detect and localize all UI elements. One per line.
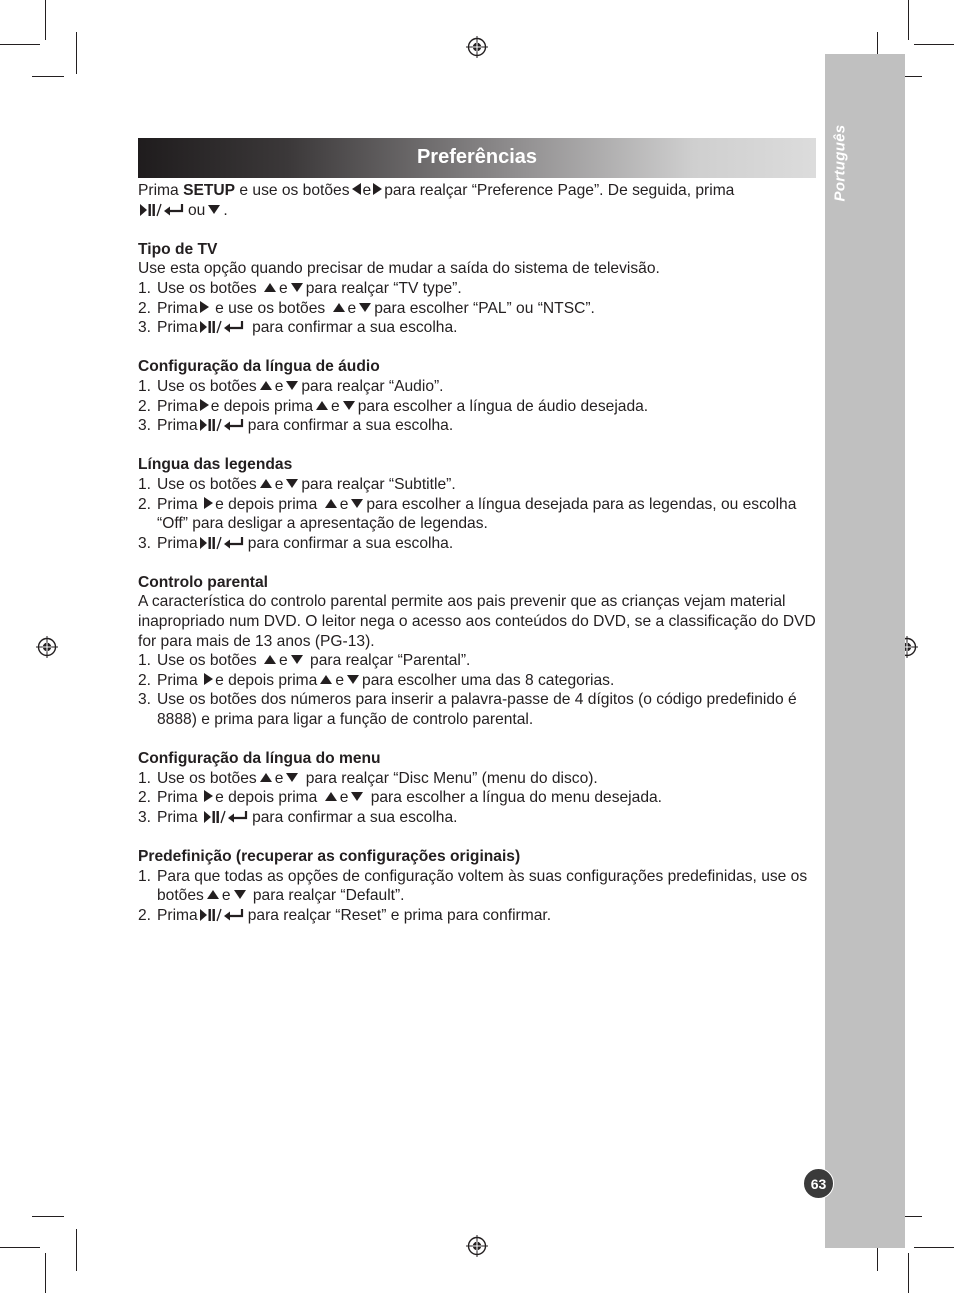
list-item: [138, 397, 820, 417]
down-arrow-icon: [347, 675, 359, 684]
up-arrow-icon: [264, 283, 276, 292]
list-item: [138, 906, 820, 926]
step-text: e: [274, 475, 284, 493]
down-arrow-icon: [351, 792, 363, 801]
step-text: para escolher a língua de áudio desejada.: [357, 397, 649, 415]
intro-text: e use os botões: [235, 182, 350, 199]
registration-mark-icon: [36, 636, 58, 658]
up-arrow-icon: [316, 401, 328, 410]
crop-mark: [914, 1247, 954, 1248]
down-arrow-icon: [286, 773, 298, 782]
step-text: Prima: [157, 671, 203, 689]
list-item: [138, 279, 820, 299]
step-number: 2.: [138, 671, 152, 689]
section-heading-reset-defaults: Predefinição (recuperar as configurações originais): [138, 848, 521, 866]
down-arrow-icon: [351, 499, 363, 508]
step-number: 3.: [138, 417, 152, 435]
manual-body: [138, 181, 820, 926]
language-label-text: Português: [831, 124, 849, 201]
step-text: e: [279, 279, 288, 297]
list-item: [138, 475, 820, 495]
intro-paragraph: [138, 181, 820, 220]
list-item: [138, 867, 820, 906]
play-pause-enter-icon: [200, 908, 246, 922]
step-text: para realçar “TV type”.: [305, 279, 462, 297]
step-text: e: [279, 652, 288, 670]
list-item: [138, 808, 820, 828]
step-text: e use os botões: [210, 299, 330, 317]
step-number: 1.: [138, 769, 152, 787]
crop-mark: [0, 44, 40, 45]
step-text: e: [347, 299, 357, 317]
intro-text: .: [223, 201, 228, 219]
play-pause-enter-icon: [200, 418, 246, 432]
step-text: e: [339, 789, 349, 807]
list-item: [138, 299, 820, 319]
step-text: Prima: [157, 906, 198, 924]
title-bar: [138, 138, 816, 178]
down-arrow-icon: [234, 890, 246, 899]
step-number: 1.: [138, 279, 152, 297]
list-item: [138, 534, 820, 554]
list-item: [138, 788, 820, 808]
step-number: 3.: [138, 691, 152, 709]
play-pause-enter-icon: [140, 203, 186, 217]
step-text: e: [274, 769, 284, 787]
step-text: para realçar “Disc Menu” (menu do disco).: [301, 769, 598, 787]
step-number: 2.: [138, 299, 152, 317]
down-arrow-icon: [291, 283, 303, 292]
step-number: 3.: [138, 319, 152, 337]
step-text: para escolher uma das 8 categorias.: [362, 671, 615, 689]
page-title: Preferências: [416, 146, 538, 168]
step-number: 1.: [138, 867, 152, 885]
step-text: e depois prima: [215, 495, 322, 513]
step-text: e depois prima: [210, 397, 314, 415]
right-arrow-icon: [200, 399, 209, 411]
setup-key: SETUP: [183, 182, 236, 199]
up-arrow-icon: [333, 303, 345, 312]
section-description: A característica do controlo parental permite aos pais prevenir que as crianças vejam material inapropriado num DVD. O leitor nega o acesso aos conteúdos do DVD, se a classificação do DVD for para mais de 13 anos (PG-13).: [138, 593, 816, 650]
up-arrow-icon: [207, 890, 219, 899]
step-text: Prima: [157, 417, 198, 435]
play-pause-enter-icon: [200, 320, 246, 334]
step-number: 2.: [138, 495, 152, 513]
step-text: e: [274, 377, 284, 395]
crop-mark: [0, 1247, 40, 1248]
step-text: Para que todas as opções de configuração voltem às suas configurações predefinidas, use os botões: [157, 867, 808, 905]
crop-mark: [32, 76, 64, 77]
up-arrow-icon: [260, 381, 272, 390]
up-arrow-icon: [260, 773, 272, 782]
step-text: e depois prima: [215, 671, 318, 689]
left-arrow-icon: [352, 183, 361, 195]
step-text: para escolher a língua desejada para as legendas, ou escolha “Off” para desligar a apresentação de legendas.: [157, 495, 797, 533]
step-number: 3.: [138, 534, 152, 552]
step-text: Use os botões: [157, 652, 262, 670]
step-number: 2.: [138, 397, 152, 415]
right-arrow-icon: [200, 301, 209, 313]
section-heading-subtitle-language: Língua das legendas: [138, 456, 293, 474]
crop-mark: [45, 1253, 46, 1293]
up-arrow-icon: [264, 655, 276, 664]
list-item: [138, 416, 820, 436]
section-heading-audio-language: Configuração da língua de áudio: [138, 358, 380, 376]
step-text: para confirmar a sua escolha.: [247, 417, 454, 435]
list-item: [138, 671, 820, 691]
step-text: Prima: [157, 809, 203, 826]
step-text: Prima: [157, 319, 198, 337]
step-text: e: [339, 495, 349, 513]
step-text: Prima: [157, 397, 198, 415]
right-arrow-icon: [373, 183, 382, 195]
crop-mark: [76, 1229, 77, 1271]
crop-mark: [914, 44, 954, 45]
list-item: [138, 769, 820, 789]
play-pause-enter-icon: [200, 536, 246, 550]
step-text: e: [331, 397, 340, 415]
step-text: para escolher a língua do menu desejada.: [366, 789, 662, 807]
step-text: Use os botões dos números para inserir a palavra-passe de 4 dígitos (o código predefinido é 8888) e prima para ligar a função de controlo parental.: [157, 691, 797, 729]
up-arrow-icon: [325, 499, 337, 508]
language-label: [829, 110, 851, 215]
step-text: Use os botões: [157, 279, 262, 297]
step-text: Prima: [157, 534, 198, 552]
step-text: para confirmar a sua escolha.: [247, 319, 458, 337]
step-text: para realçar “Default”.: [248, 887, 405, 905]
step-text: Prima: [157, 299, 198, 317]
step-text: e: [221, 887, 231, 905]
step-text: para realçar “Reset” e prima para confirmar.: [247, 906, 552, 924]
step-number: 1.: [138, 475, 152, 493]
right-arrow-icon: [204, 790, 213, 802]
list-item: [138, 690, 820, 729]
step-text: para escolher “PAL” ou “NTSC”.: [374, 299, 595, 317]
down-arrow-icon: [291, 655, 303, 664]
intro-text: Prima: [138, 182, 184, 199]
registration-mark-icon: [466, 36, 488, 58]
down-arrow-icon: [208, 205, 220, 214]
step-text: Use os botões: [157, 769, 257, 787]
intro-text: e: [362, 182, 372, 199]
step-text: para realçar “Parental”.: [305, 652, 471, 670]
section-description: Use esta opção quando precisar de mudar a saída do sistema de televisão.: [138, 260, 660, 278]
right-arrow-icon: [204, 673, 213, 685]
up-arrow-icon: [320, 675, 332, 684]
step-number: 2.: [138, 906, 152, 924]
crop-mark: [45, 0, 46, 40]
registration-mark-icon: [466, 1235, 488, 1257]
right-arrow-icon: [204, 497, 213, 509]
step-number: 2.: [138, 789, 152, 807]
step-text: Use os botões: [157, 475, 257, 493]
up-arrow-icon: [325, 792, 337, 801]
step-text: para confirmar a sua escolha.: [252, 809, 458, 826]
crop-mark: [32, 1216, 64, 1217]
crop-mark: [908, 1253, 909, 1293]
down-arrow-icon: [286, 381, 298, 390]
section-heading-tv-type: Tipo de TV: [138, 240, 218, 258]
step-number: 1.: [138, 652, 152, 670]
down-arrow-icon: [359, 303, 371, 312]
crop-mark: [76, 32, 77, 74]
crop-mark: [908, 0, 909, 40]
list-item: [138, 318, 820, 338]
intro-text: ou: [188, 201, 206, 219]
section-heading-menu-language: Configuração da língua do menu: [138, 750, 381, 768]
step-text: e depois prima: [215, 789, 322, 807]
list-item: [138, 377, 820, 397]
down-arrow-icon: [343, 401, 355, 410]
step-number: 3.: [138, 809, 152, 826]
step-text: Prima: [157, 789, 203, 807]
step-text: para realçar “Subtitle”.: [301, 475, 456, 493]
list-item: [138, 651, 820, 671]
step-text: Use os botões: [157, 377, 257, 395]
step-text: para realçar “Audio”.: [301, 377, 444, 395]
list-item: [138, 495, 820, 534]
step-number: 1.: [138, 377, 152, 395]
step-text: para confirmar a sua escolha.: [247, 534, 454, 552]
down-arrow-icon: [286, 479, 298, 488]
up-arrow-icon: [260, 479, 272, 488]
intro-text: para realçar “Preference Page”. De seguida, prima: [384, 182, 735, 199]
play-pause-enter-icon: [204, 810, 250, 824]
language-side-tab: [825, 54, 905, 1248]
step-text: e: [335, 671, 345, 689]
step-text: Prima: [157, 495, 203, 513]
section-heading-parental-control: Controlo parental: [138, 573, 268, 591]
page-number: 63: [803, 1168, 834, 1199]
